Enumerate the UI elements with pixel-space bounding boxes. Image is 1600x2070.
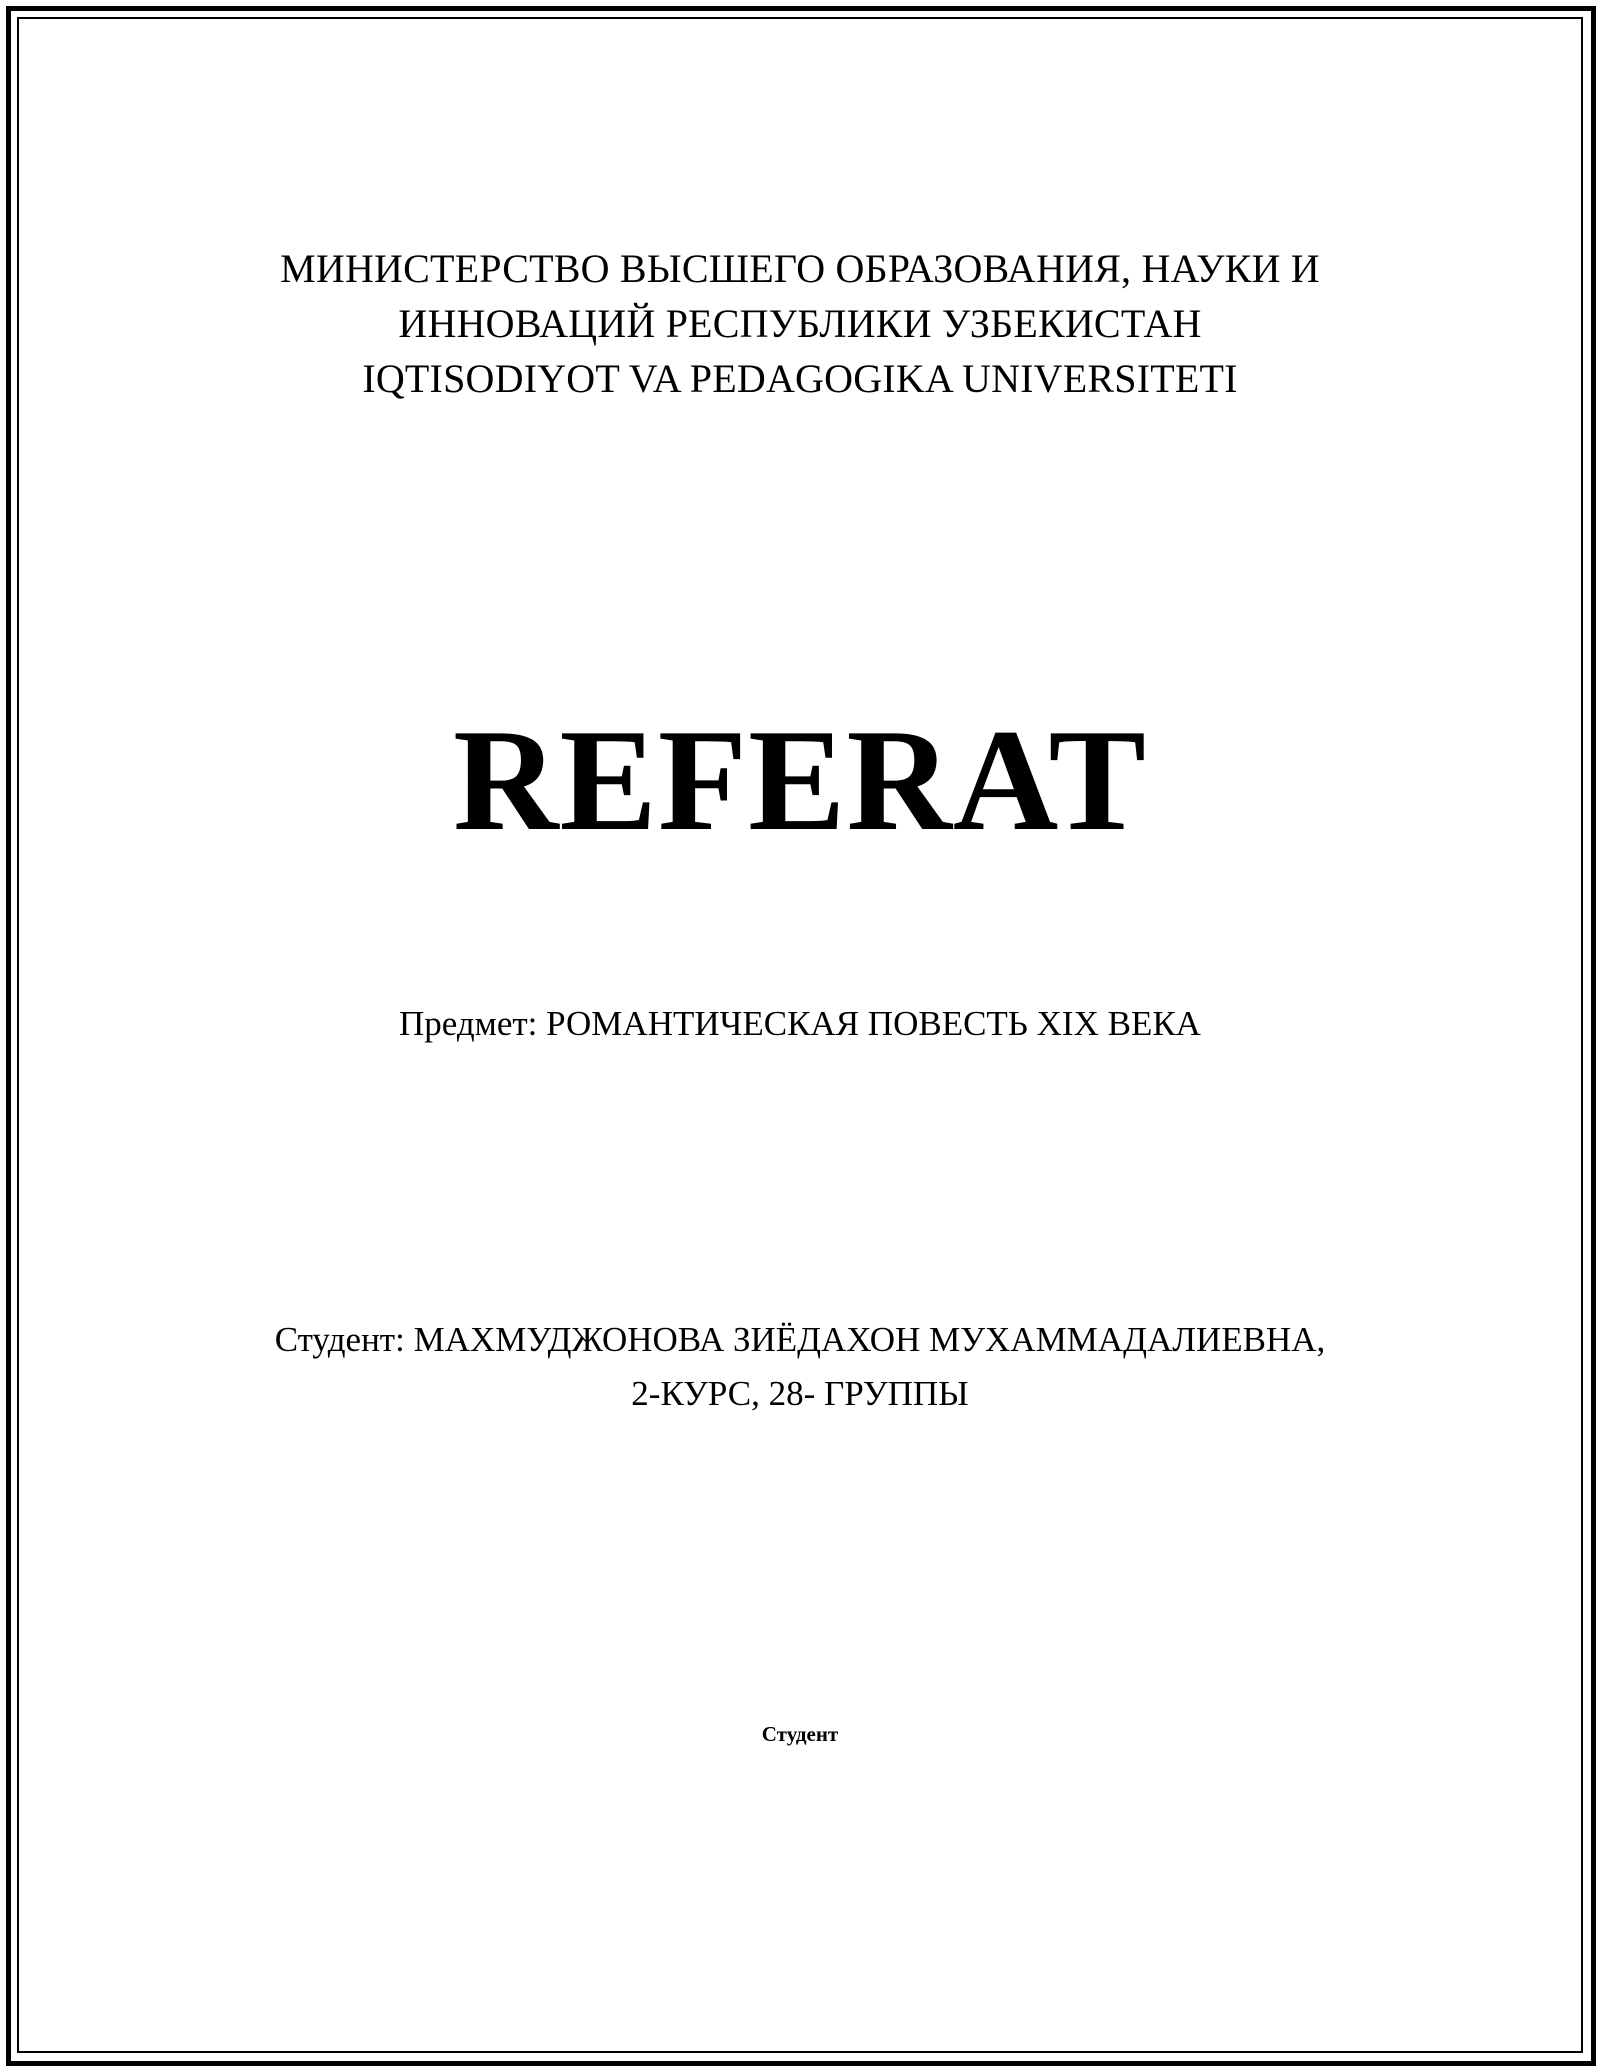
student-name: МАХМУДЖОНОВА ЗИЁДАХОН МУХАММАДАЛИЕВНА,	[413, 1320, 1326, 1359]
ministry-header-line-1: МИНИСТЕРСТВО ВЫСШЕГО ОБРАЗОВАНИЯ, НАУКИ И	[280, 246, 1320, 291]
student-line	[0, 1318, 1600, 1362]
subject-label: Предмет:	[399, 1004, 538, 1043]
ministry-header-line-2: ИННОВАЦИЙ РЕСПУБЛИКИ УЗБЕКИСТАН	[398, 301, 1202, 346]
signature-label: Студент	[761, 1722, 839, 1746]
document-title: REFERAT	[453, 699, 1147, 861]
subject-line	[0, 1002, 1600, 1046]
student-course-group: 2-КУРС, 28- ГРУППЫ	[631, 1374, 969, 1413]
subject-value: РОМАНТИЧЕСКАЯ ПОВЕСТЬ XIX ВЕКА	[546, 1004, 1201, 1043]
student-label: Студент:	[274, 1320, 405, 1359]
university-name: IQTISODIYOT VA PEDAGOGIKA UNIVERSITETI	[362, 356, 1238, 401]
